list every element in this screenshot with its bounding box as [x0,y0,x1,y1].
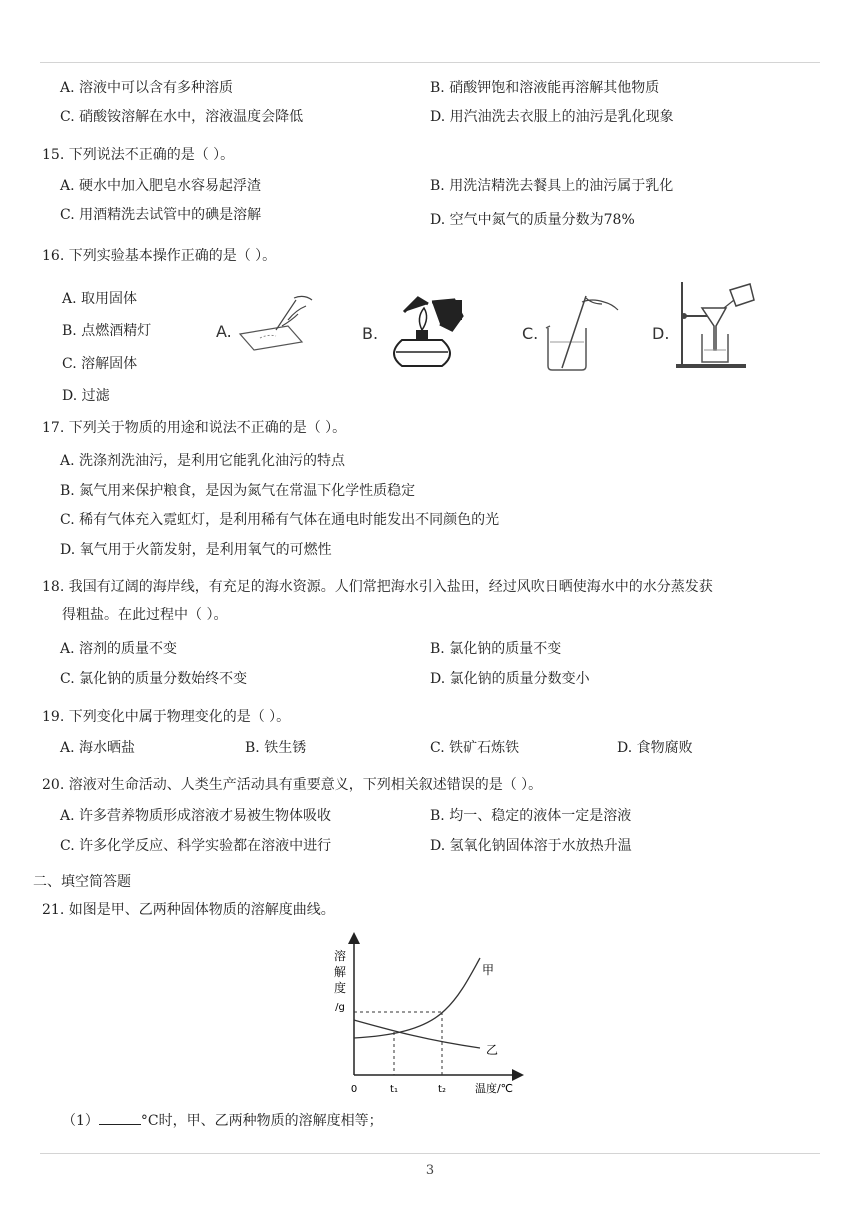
q18-option-d: D. 氯化钠的质量分数变小 [430,671,590,687]
q16-option-d: D. 过滤 [62,388,110,404]
q18-stem-line2: 得粗盐。在此过程中（ ）。 [62,607,228,623]
figure-b-lighting-lamp [382,290,472,372]
q17-option-a: A. 洗涤剂洗油污，是利用它能乳化油污的特点 [60,453,346,469]
q20-option-c: C. 许多化学反应、科学实验都在溶液中进行 [60,838,332,854]
ylabel-char-4: /g [335,1002,345,1013]
q21-sub1-suffix: °C时，甲、乙两种物质的溶解度相等； [140,1113,383,1129]
q14-option-a: A. 溶液中可以含有多种溶质 [60,80,234,96]
q15-stem: 15. 下列说法不正确的是（ ）。 [42,147,235,163]
q19-stem: 19. 下列变化中属于物理变化的是（ ）。 [42,709,291,725]
figure-c-label: C. [522,324,539,343]
q20-option-b: B. 均一、稳定的液体一定是溶液 [430,808,632,824]
bottom-rule [40,1153,820,1154]
ylabel-char-3: 度 [333,981,347,995]
q21-sub1 [62,1110,383,1131]
q17-option-c: C. 稀有气体充入霓虹灯，是利用稀有气体在通电时能发出不同颜色的光 [60,512,500,528]
x-tick-t2: t₂ [438,1084,446,1095]
ylabel-char-1: 溶 [333,949,347,963]
figure-b-label: B. [362,324,379,343]
figure-a-label: A. [216,322,232,341]
series-label-yi: 乙 [486,1043,499,1057]
q14-option-d: D. 用汽油洗去衣服上的油污是乳化现象 [430,109,674,125]
q15-option-d: D. 空气中氮气的质量分数为78% [430,212,635,228]
q18-option-a: A. 溶剂的质量不变 [60,641,178,657]
q16-stem: 16. 下列实验基本操作正确的是（ ）。 [42,248,277,264]
q15-option-a: A. 硬水中加入肥皂水容易起浮渣 [60,178,262,194]
q17-option-b: B. 氮气用来保护粮食，是因为氮气在常温下化学性质稳定 [60,483,416,499]
series-yi-curve [354,1020,480,1048]
ylabel-char-2: 解 [333,965,347,979]
q19-option-c: C. 铁矿石炼铁 [430,740,520,756]
q18-option-c: C. 氯化钠的质量分数始终不变 [60,671,248,687]
figure-a-taking-solid [236,292,316,352]
q21-sub1-blank[interactable] [99,1110,141,1125]
q21-sub1-prefix: （1） [62,1113,99,1129]
q18-stem-line1: 18. 我国有辽阔的海岸线，有充足的海水资源。人们常把海水引入盐田，经过风吹日晒使海水中的水分蒸发获 [42,579,713,595]
q15-option-c: C. 用酒精洗去试管中的碘是溶解 [60,207,262,223]
x-tick-t1: t₁ [390,1084,398,1095]
page-number: 3 [425,1163,435,1178]
q16-option-c: C. 溶解固体 [62,356,138,372]
q14-option-b: B. 硝酸钾饱和溶液能再溶解其他物质 [430,80,660,96]
q20-option-d: D. 氢氧化钠固体溶于水放热升温 [430,838,632,854]
x-axis-label: 温度/℃ [474,1082,514,1095]
figure-d-label: D. [652,324,670,343]
q17-stem: 17. 下列关于物质的用途和说法不正确的是（ ）。 [42,420,347,436]
q20-stem: 20. 溶液对生命活动、人类生产活动具有重要意义，下列相关叙述错误的是（ ）。 [42,777,543,793]
series-jia-curve [354,958,480,1038]
q19-option-b: B. 铁生锈 [245,740,307,756]
figure-d-filtration [672,278,762,370]
q21-stem: 21. 如图是甲、乙两种固体物质的溶解度曲线。 [42,902,335,918]
q16-option-a: A. 取用固体 [62,291,138,307]
top-rule [40,62,820,63]
q15-option-b: B. 用洗洁精洗去餐具上的油污属于乳化 [430,178,674,194]
figure-c-dissolving-solid [542,288,622,372]
series-label-jia: 甲 [482,963,495,977]
section-title: 二、填空简答题 [33,874,131,890]
q20-option-a: A. 许多营养物质形成溶液才易被生物体吸收 [60,808,332,824]
solubility-chart [330,930,530,1100]
q19-option-a: A. 海水晒盐 [60,740,136,756]
q14-option-c: C. 硝酸铵溶解在水中，溶液温度会降低 [60,109,304,125]
q18-option-b: B. 氯化钠的质量不变 [430,641,562,657]
x-tick-0: 0 [350,1084,358,1095]
q16-option-b: B. 点燃酒精灯 [62,323,152,339]
q17-option-d: D. 氧气用于火箭发射，是利用氧气的可燃性 [60,542,332,558]
q19-option-d: D. 食物腐败 [617,740,693,756]
